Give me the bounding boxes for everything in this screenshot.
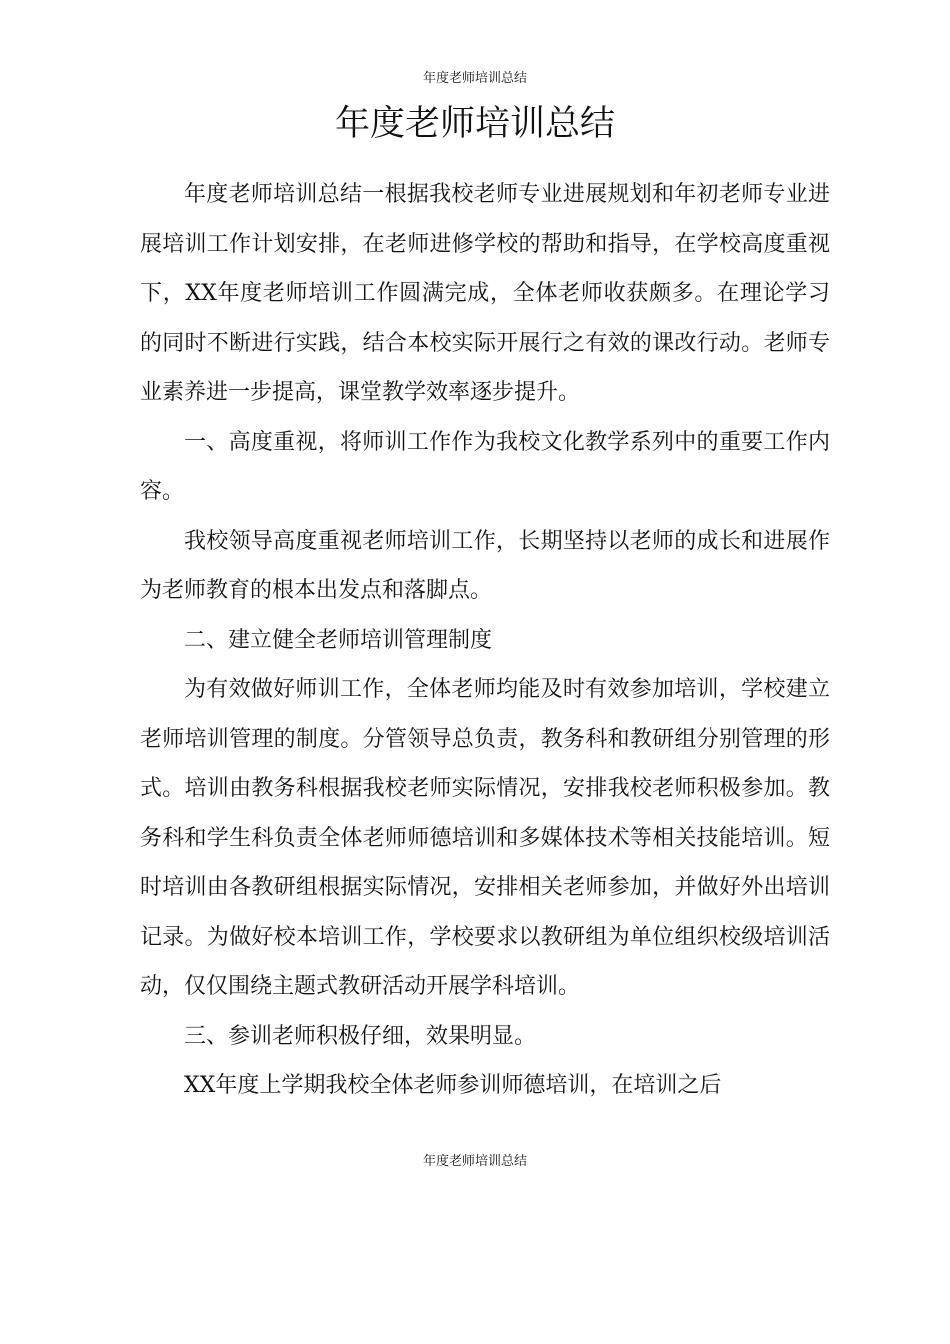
document-title: 年度老师培训总结 [334, 104, 615, 144]
section-heading-1: 一、高度重视，将师训工作作为我校文化教学系列中的重要工作内容。 [140, 429, 830, 504]
paragraph-section-2: 为有效做好师训工作，全体老师均能及时有效参加培训，学校建立老师培训管理的制度。分管领导总负责，教务科和教研组分别管理的形式。培训由教务科根据我校老师实际情况，安排我校老师积极参加。教务科和学生科负责全体老师师德培训和多媒体技术等相关技能培训。短时培训由各教研组根据实际情况，安排相关老师参加，并做好外出培训记录。为做好校本培训工作，学校要求以教研组为单位组织校级培训活动，仅仅围绕主题式教研活动开展学科培训。 [140, 677, 830, 999]
paragraph-intro: 年度老师培训总结一根据我校老师专业进展规划和年初老师专业进展培训工作计划安排，在老师进修学校的帮助和指导，在学校高度重视下，XX年度老师培训工作圆满完成，全体老师收获颇多。在理论学习的同时不断进行实践，结合本校实际开展行之有效的课改行动。老师专业素养进一步提高，课堂教学效率逐步提升。 [140, 182, 830, 405]
section-heading-3: 三、参训老师积极仔细，效果明显。 [184, 1023, 537, 1049]
document-body [140, 170, 830, 1111]
page-footer: 年度老师培训总结 [422, 1154, 527, 1169]
page-header: 年度老师培训总结 [422, 71, 527, 86]
paragraph-section-1: 我校领导高度重视老师培训工作，长期坚持以老师的成长和进展作为老师教育的根本出发点和落脚点。 [140, 528, 830, 603]
paragraph-section-3: XX年度上学期我校全体老师参训师德培训，在培训之后 [184, 1073, 722, 1098]
section-heading-2: 二、建立健全老师培训管理制度 [184, 627, 493, 653]
